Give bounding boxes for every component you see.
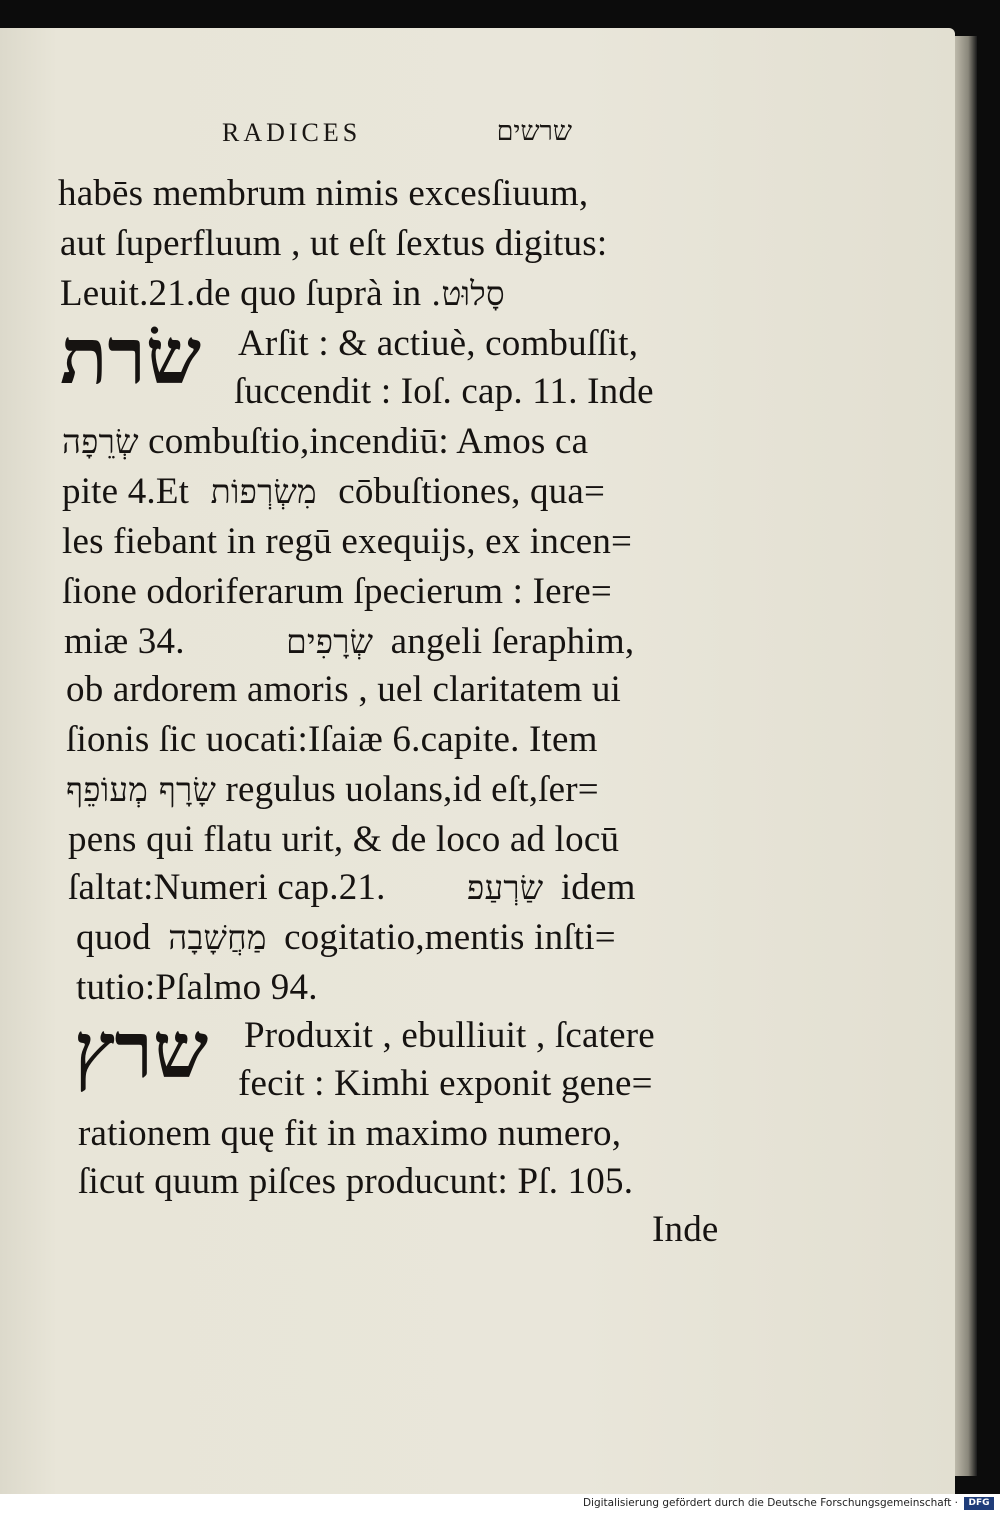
text-line-6-latin: combuſtio,incendiū: Amos ca [148,421,589,462]
hebrew-word-machashavah: מַחֲשָׁבָה [168,918,267,957]
dfg-logo: DFG [964,1497,994,1510]
text-line-10 [64,620,634,663]
running-header [0,118,1000,158]
catchword: Inde [652,1209,719,1250]
hebrew-word-sarapet: שַׂרְעַפ [467,868,544,907]
text-line-18: Produxit , ebulliuit , ſcatere [244,1015,655,1056]
text-line-16 [76,916,616,959]
text-line-8: les fiebant in regū exequijs, ex incen= [62,521,633,562]
text-line-16-latin-b: cogitatio,mentis inſti= [284,917,616,958]
text-line-7 [62,470,605,513]
text-line-15-latin-a: ſaltat:Numeri cap.21. [68,867,386,908]
text-line-10-latin-a: miæ 34. [64,621,185,662]
text-line-13 [66,768,599,811]
text-line-15 [68,866,636,909]
text-line-19: fecit : Kimhi exponit gene= [238,1063,653,1104]
text-line-20: rationem quę fit in maximo numero, [78,1113,622,1154]
text-line-12: ſionis ſic uocati:Iſaiæ 6.capite. Item [66,719,598,760]
text-line-6 [62,420,588,463]
header-latin: RADICES [222,118,362,147]
text-line-15-latin-b: idem [560,867,636,908]
text-line-16-latin-a: quod [76,917,151,958]
text-line-1: habēs membrum nimis excesſiuum, [58,173,589,214]
text-line-21: ſicut quum piſces producunt: Pſ. 105. [78,1161,634,1202]
page-edge [955,36,977,1476]
text-line-7-latin-a: pite 4.Et [62,471,190,512]
hebrew-word-misrefot: מִשְׂרְפוֹת [210,472,317,511]
hebrew-word-serafim: שְׂרָפִים [286,622,374,661]
hebrew-word-serefah: שְׂרֵפָה [62,422,139,461]
text-line-5: ſuccendit : Ioſ. cap. 11. Inde [234,371,654,412]
footer-credit: Digitalisierung gefördert durch die Deutsche Forschungsgemeinschaft · [582,1497,958,1509]
entry-headword-sarat: שׂרת [60,311,202,402]
entry-headword-sharats: שרץ [74,1005,209,1096]
text-line-14: pens qui flatu urit, & de loco ad locū [68,819,620,860]
hebrew-word-saraf-meofef: שָׂרָף מְעוֹפֵף [66,770,217,809]
digitization-footer [0,1494,1000,1514]
text-line-7-latin-b: cōbuſtiones, qua= [338,471,606,512]
text-line-2: aut ſuperfluum , ut eſt ſextus digitus: [60,223,608,264]
hebrew-word-salut: סָלוּט. [430,274,505,313]
header-hebrew: שרשים [496,116,572,147]
text-line-9: ſione odoriferarum ſpecierum : Iere= [62,571,612,612]
text-line-13-latin: regulus uolans,id eſt,ſer= [225,769,599,810]
text-line-11: ob ardorem amoris , uel claritatem ui [66,669,622,710]
text-line-10-latin-b: angeli ſeraphim, [390,621,635,662]
text-line-3-latin: Leuit.21.de quo ſuprà in [60,273,422,314]
text-line-3 [60,272,505,315]
text-line-17: tutio:Pſalmo 94. [76,967,318,1008]
text-line-4: Arſit : & actiuè, combuſſit, [238,323,639,364]
